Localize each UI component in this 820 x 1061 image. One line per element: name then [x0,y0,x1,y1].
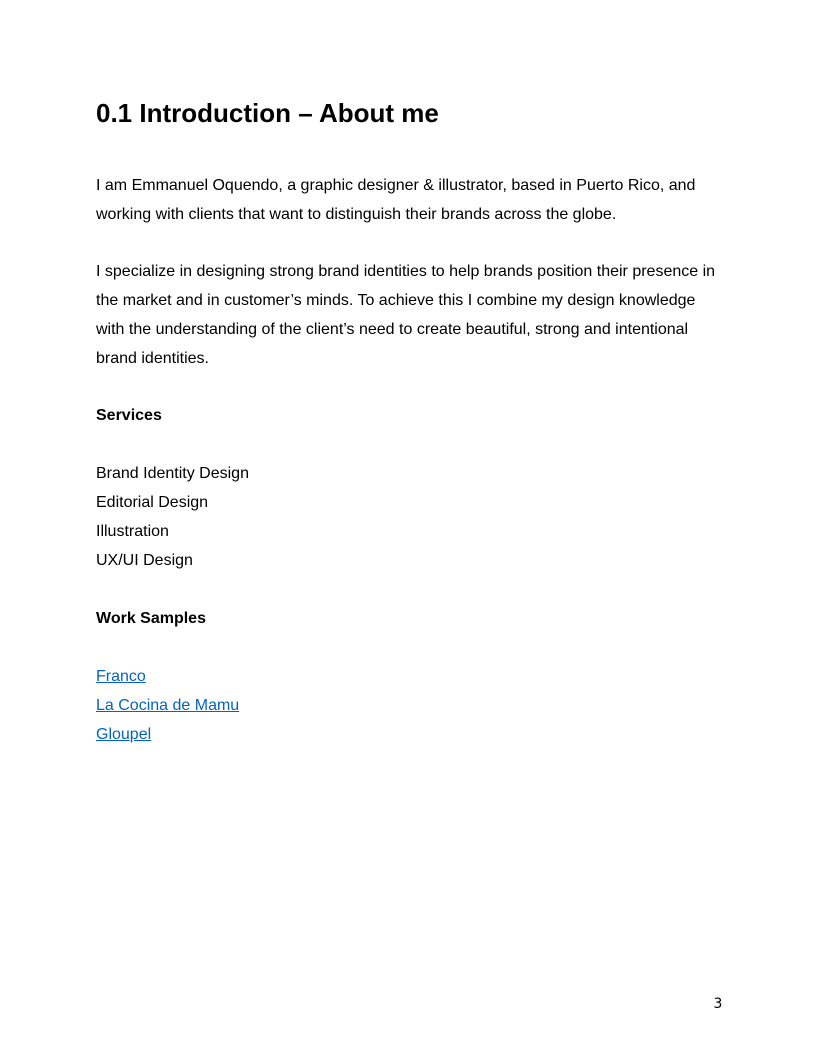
work-sample-link-gloupel[interactable]: Gloupel [96,726,152,743]
work-sample-link-franco[interactable]: Franco [96,668,146,685]
work-sample-item [96,720,239,749]
work-samples-list [96,662,239,749]
specialty-line: the market and in customer’s minds. To achieve this I combine my design knowledge [96,292,696,309]
specialty-line: with the understanding of the client’s need to create beautiful, strong and intentional [96,321,689,338]
specialty-line: I specialize in designing strong brand identities to help brands position their presence in [96,263,716,280]
specialty-paragraph [96,257,736,373]
services-list [96,459,249,575]
service-item: Illustration [96,523,169,540]
page-number: 3 [713,996,723,1012]
page-title: 0.1 Introduction – About me [96,98,439,128]
intro-paragraph [96,171,736,229]
work-samples-heading: Work Samples [96,610,206,627]
service-item: Brand Identity Design [96,465,249,482]
work-sample-link-la-cocina-de-mamu[interactable]: La Cocina de Mamu [96,697,240,714]
service-item: UX/UI Design [96,552,193,569]
work-sample-item [96,662,239,691]
specialty-line: brand identities. [96,350,209,367]
intro-line: working with clients that want to distinguish their brands across the globe. [96,206,617,223]
work-sample-item [96,691,239,720]
intro-line: I am Emmanuel Oquendo, a graphic designer & illustrator, based in Puerto Rico, and [96,177,696,194]
services-heading: Services [96,407,162,424]
service-item: Editorial Design [96,494,209,511]
